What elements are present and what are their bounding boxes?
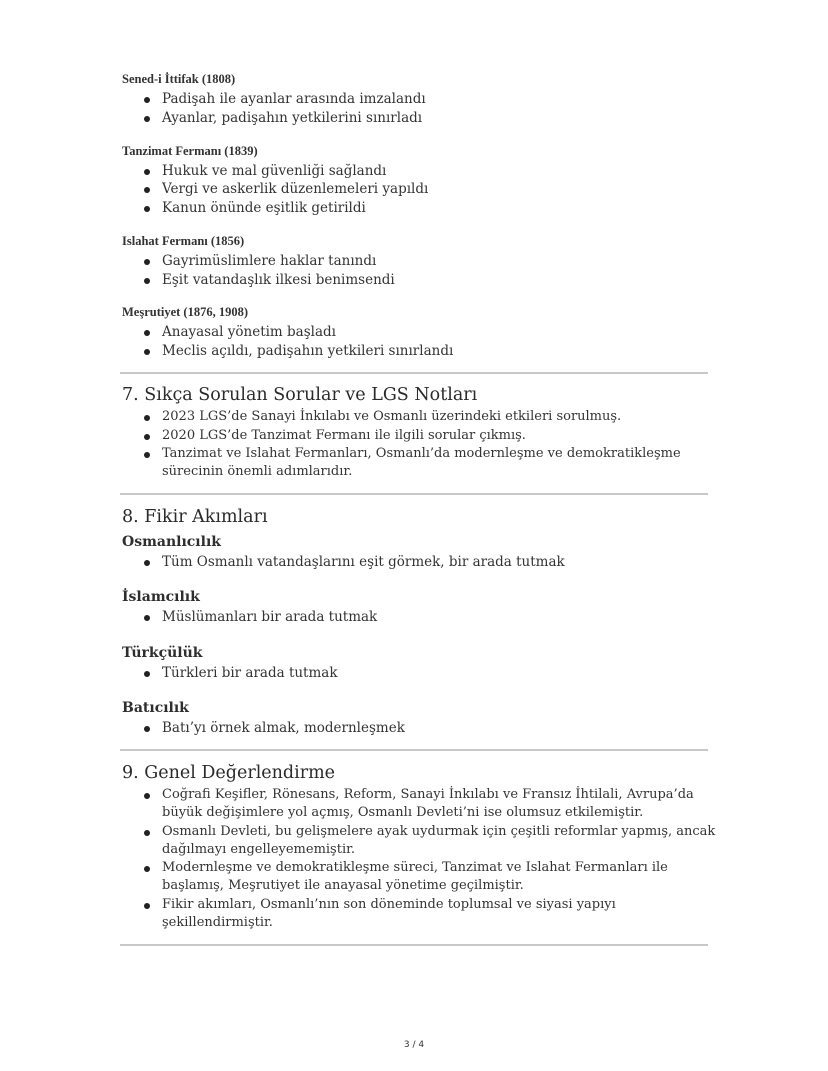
bullet-icon: [144, 415, 150, 421]
list-item-continuation: dağılmayı engelleyememiştir.: [162, 842, 356, 857]
list-item: Tüm Osmanlı vatandaşlarını eşit görmek, bir arada tutmak: [162, 554, 565, 570]
list-item-continuation: başlamış, Meşrutiyet ile anayasal yönetime geçilmiştir.: [162, 878, 524, 893]
bullet-icon: [144, 206, 150, 212]
bullet-icon: [144, 259, 150, 265]
list-item-continuation: şekillendirmiştir.: [162, 915, 273, 930]
list-item: Müslümanları bir arada tutmak: [162, 609, 378, 625]
list-item: Modernleşme ve demokratikleşme süreci, Tanzimat ve Islahat Fermanları ile: [162, 860, 668, 875]
bullet-icon: [144, 793, 150, 799]
list-item: Anayasal yönetim başladı: [162, 324, 336, 340]
bullet-icon: [144, 330, 150, 336]
bullet-icon: [144, 169, 150, 175]
list-item: Padişah ile ayanlar arasında imzalandı: [162, 91, 426, 107]
list-item: Tanzimat ve Islahat Fermanları, Osmanlı’da modernleşme ve demokratikleşme: [162, 446, 681, 461]
bullet-icon: [144, 349, 150, 355]
bullet-icon: [144, 116, 150, 122]
list-item: Gayrimüslimlere haklar tanındı: [162, 253, 377, 269]
section-divider: [120, 749, 708, 751]
subheading-osmanlicilik: Osmanlıcılık: [122, 534, 221, 550]
bullet-icon: [144, 830, 150, 836]
list-item: 2023 LGS’de Sanayi İnkılabı ve Osmanlı üzerindeki etkileri sorulmuş.: [162, 409, 622, 424]
heading-genel-degerlendirme: 9. Genel Değerlendirme: [122, 763, 336, 783]
list-item: Türkleri bir arada tutmak: [162, 665, 338, 681]
subheading-islamcilik: İslamcılık: [122, 589, 200, 605]
heading-tanzimat-fermani: Tanzimat Fermanı (1839): [122, 144, 258, 158]
list-item: Meclis açıldı, padişahın yetkileri sınırlandı: [162, 343, 454, 359]
list-item: Osmanlı Devleti, bu gelişmelere ayak uydurmak için çeşitli reformlar yapmış, ancak: [162, 824, 716, 839]
list-item: Vergi ve askerlik düzenlemeleri yapıldı: [162, 181, 429, 197]
section-divider: [120, 372, 708, 374]
subheading-turkculuk: Türkçülük: [122, 645, 203, 661]
bullet-icon: [144, 278, 150, 284]
list-item: Batı’yı örnek almak, modernleşmek: [162, 720, 405, 736]
list-item: Hukuk ve mal güvenliği sağlandı: [162, 163, 387, 179]
bullet-icon: [144, 866, 150, 872]
list-item: 2020 LGS’de Tanzimat Fermanı ile ilgili sorular çıkmış.: [162, 428, 526, 443]
heading-fikir-akimlari: 8. Fikir Akımları: [122, 507, 268, 527]
bullet-icon: [144, 452, 150, 458]
bullet-icon: [144, 615, 150, 621]
bullet-icon: [144, 560, 150, 566]
heading-islahat-fermani: Islahat Fermanı (1856): [122, 234, 245, 248]
page-number: 3 / 4: [403, 1040, 425, 1050]
list-item: Fikir akımları, Osmanlı’nın son döneminde toplumsal ve siyasi yapıyı: [162, 897, 616, 912]
list-item-continuation: büyük değişimlere yol açmış, Osmanlı Devleti’ni ise olumsuz etkilemiştir.: [162, 805, 644, 820]
list-item: Eşit vatandaşlık ilkesi benimsendi: [162, 272, 395, 288]
bullet-icon: [144, 671, 150, 677]
bullet-icon: [144, 903, 150, 909]
list-item-continuation: sürecinin önemli adımlarıdır.: [162, 464, 353, 479]
bullet-icon: [144, 434, 150, 440]
subheading-baticilik: Batıcılık: [122, 700, 189, 716]
section-divider: [120, 944, 708, 946]
list-item: Ayanlar, padişahın yetkilerini sınırladı: [162, 110, 423, 126]
list-item: Coğrafi Keşifler, Rönesans, Reform, Sanayi İnkılabı ve Fransız İhtilali, Avrupa’da: [162, 787, 694, 802]
bullet-icon: [144, 726, 150, 732]
heading-faq-lgs: 7. Sıkça Sorulan Sorular ve LGS Notları: [122, 385, 478, 405]
bullet-icon: [144, 97, 150, 103]
section-divider: [120, 493, 708, 495]
heading-sened-i-ittifak: Sened-i İttifak (1808): [122, 72, 236, 86]
bullet-icon: [144, 187, 150, 193]
list-item: Kanun önünde eşitlik getirildi: [162, 200, 366, 216]
heading-mesrutiyet: Meşrutiyet (1876, 1908): [122, 305, 249, 319]
